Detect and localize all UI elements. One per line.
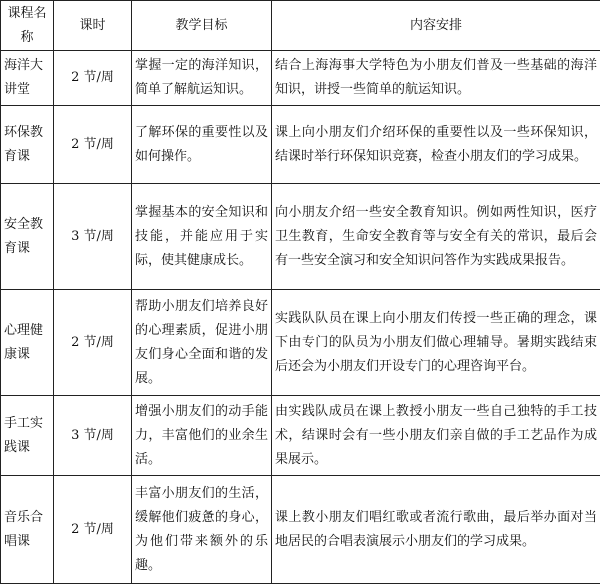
table-row [1, 184, 600, 290]
course-name: 安全教育课 [1, 184, 54, 290]
course-name: 心理健康课 [1, 290, 54, 396]
course-content: 实践队队员在课上向小朋友们传授一些正确的理念，课下由专门的队员为小朋友们做心理辅导。暑期实践结束后还会为小朋友们开设专门的心理咨询平台。 [272, 290, 600, 396]
course-hours: 2 节/周 [54, 106, 132, 184]
course-content: 由实践队成员在课上教授小朋友一些自己独特的手工技术，结课时会有一些小朋友们亲自做的手工艺品作为成果展示。 [272, 396, 600, 476]
course-goal: 掌握一定的海洋知识，简单了解航运知识。 [132, 51, 272, 106]
header-hours: 课时 [54, 1, 132, 51]
table-row [1, 396, 600, 476]
table-row [1, 290, 600, 396]
course-hours: 3 节/周 [54, 396, 132, 476]
course-goal: 了解环保的重要性以及如何操作。 [132, 106, 272, 184]
course-hours: 2 节/周 [54, 290, 132, 396]
header-course-name: 课程名称 [1, 1, 54, 51]
course-name: 环保教育课 [1, 106, 54, 184]
course-name: 手工实践课 [1, 396, 54, 476]
course-content: 向小朋友介绍一些安全教育知识。例如两性知识，医疗卫生教育，生命安全教育等与安全有关的常识，最后会有一些安全演习和安全知识问答作为实践成果报告。 [272, 184, 600, 290]
course-goal: 掌握基本的安全知识和技能，并能应用于实际，使其健康成长。 [132, 184, 272, 290]
course-goal: 帮助小朋友们培养良好的心理素质，促进小朋友们身心全面和谐的发展。 [132, 290, 272, 396]
course-content: 课上向小朋友们介绍环保的重要性以及一些环保知识，结课时举行环保知识竞赛，检查小朋友们的学习成果。 [272, 106, 600, 184]
course-content: 课上教小朋友们唱红歌或者流行歌曲，最后举办面对当地居民的合唱表演展示小朋友们的学习成果。 [272, 476, 600, 584]
table-row [1, 476, 600, 584]
header-content: 内容安排 [272, 1, 600, 51]
course-goal: 丰富小朋友们的生活，缓解他们疲惫的身心，为他们带来额外的乐趣。 [132, 476, 272, 584]
course-name: 音乐合唱课 [1, 476, 54, 584]
course-hours: 3 节/周 [54, 184, 132, 290]
header-goal: 教学目标 [132, 1, 272, 51]
course-hours: 2 节/周 [54, 51, 132, 106]
header-row [1, 1, 600, 51]
table-row [1, 106, 600, 184]
course-goal: 增强小朋友们的动手能力，丰富他们的业余生活。 [132, 396, 272, 476]
table-row [1, 51, 600, 106]
course-name: 海洋大讲堂 [1, 51, 54, 106]
course-hours: 2 节/周 [54, 476, 132, 584]
course-content: 结合上海海事大学特色为小朋友们普及一些基础的海洋知识，讲授一些简单的航运知识。 [272, 51, 600, 106]
